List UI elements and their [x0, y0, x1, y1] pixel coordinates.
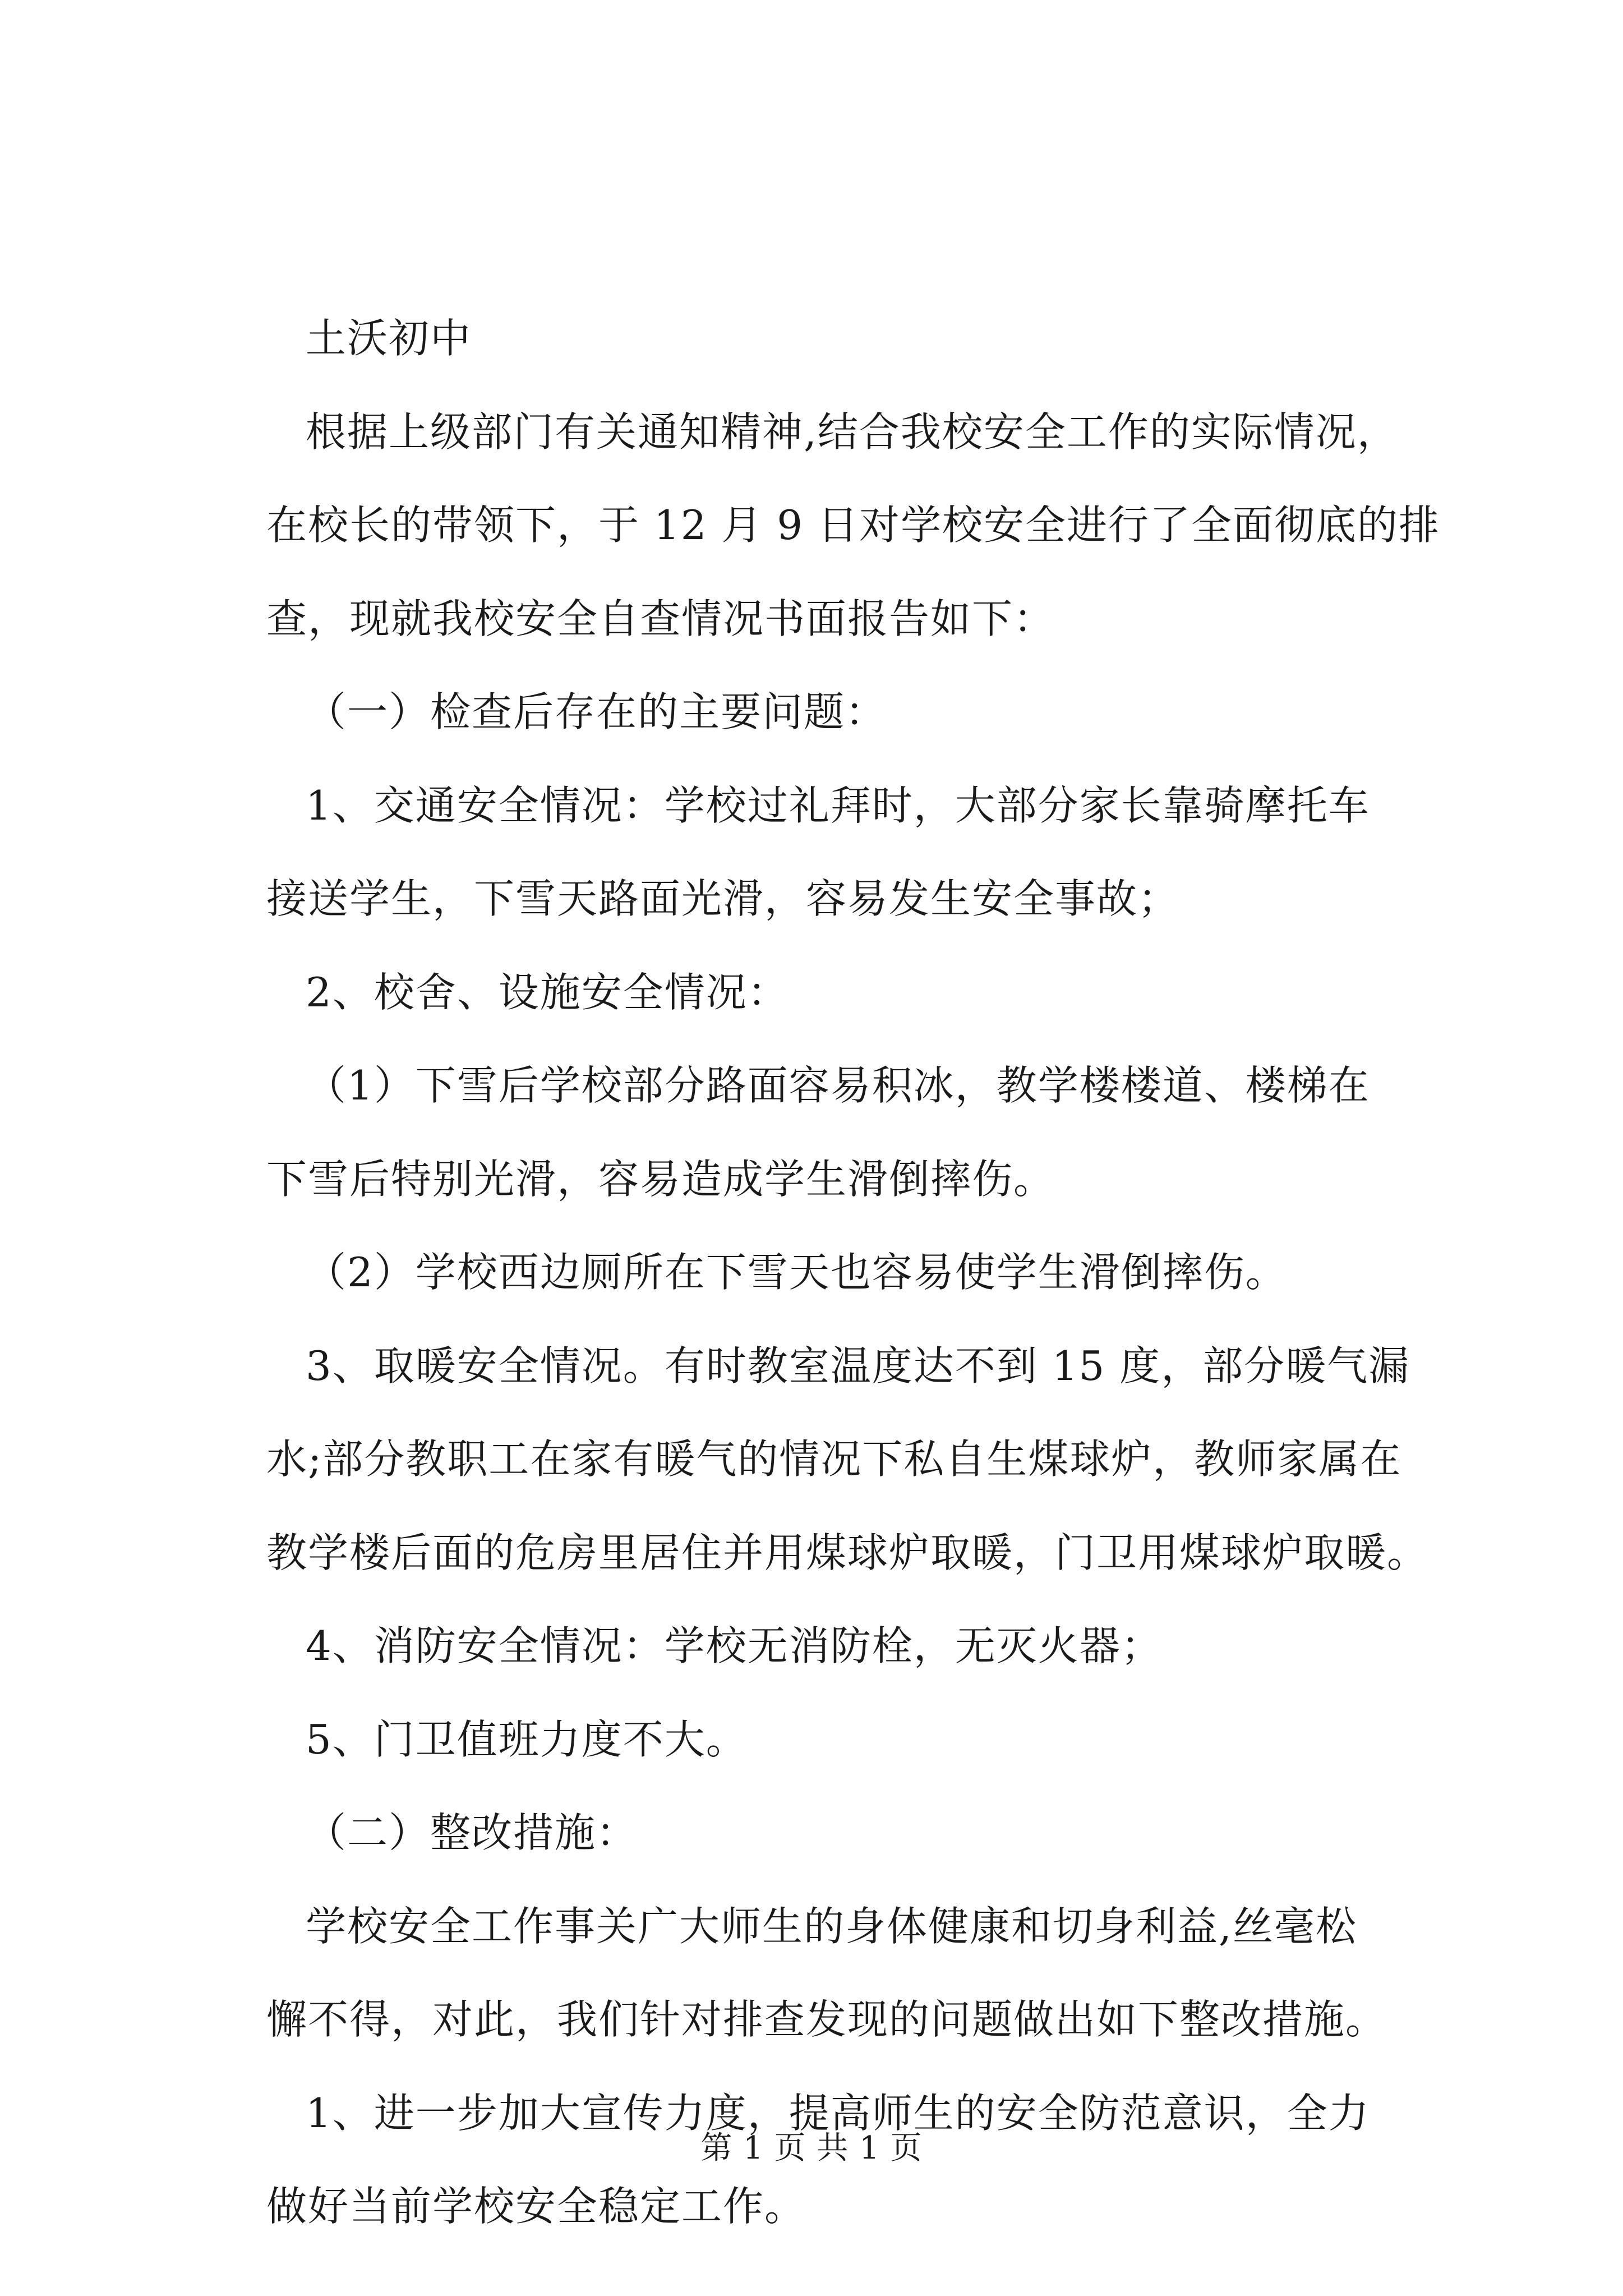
paragraph-line: 在校长的带领下，于 12 月 9 日对学校安全进行了全面彻底的排 [266, 501, 1440, 549]
paragraph-line: 学校安全工作事关广大师生的身体健康和切身利益,丝毫松 [306, 1903, 1357, 1950]
paragraph-line: 下雪后特别光滑，容易造成学生滑倒摔伤。 [266, 1156, 1055, 1203]
paragraph-line: 查，现就我校安全自查情况书面报告如下： [266, 595, 1055, 642]
paragraph-line: 水;部分教职工在家有暖气的情况下私自生煤球炉，教师家属在 [266, 1435, 1402, 1483]
paragraph-line: 教学楼后面的危房里居住并用煤球炉取暖，门卫用煤球炉取暖。 [266, 1529, 1429, 1576]
paragraph-line: （1）下雪后学校部分路面容易积冰，教学楼楼道、楼梯在 [306, 1062, 1370, 1109]
section-heading: （二）整改措施： [306, 1809, 638, 1856]
page-number-footer: 第 1 页 共 1 页 [700, 2130, 923, 2166]
paragraph-line: 根据上级部门有关通知精神,结合我校安全工作的实际情况， [306, 408, 1399, 455]
paragraph-line: 1、交通安全情况：学校过礼拜时，大部分家长靠骑摩托车 [306, 782, 1370, 829]
section-heading: （一）检查后存在的主要问题： [306, 688, 887, 735]
paragraph-line: 4、消防安全情况：学校无消防栓，无灭火器； [306, 1622, 1163, 1669]
paragraph-line: 1、进一步加大宣传力度，提高师生的安全防范意识，全力 [306, 2090, 1370, 2137]
paragraph-line: 5、门卫值班力度不大。 [306, 1716, 748, 1763]
paragraph-line: 2、校舍、设施安全情况： [306, 969, 789, 1016]
paragraph-line: 接送学生，下雪天路面光滑，容易发生安全事故； [266, 875, 1180, 922]
paragraph-line: 懈不得，对此，我们针对排查发现的问题做出如下整改措施。 [266, 1996, 1387, 2043]
paragraph-line: （2）学校西边厕所在下雪天也容易使学生滑倒摔伤。 [306, 1249, 1287, 1296]
paragraph-line: 3、取暖安全情况。有时教室温度达不到 15 度，部分暖气漏 [306, 1342, 1410, 1389]
paragraph-line: 做好当前学校安全稳定工作。 [266, 2183, 806, 2230]
school-name: 土沃初中 [306, 315, 472, 362]
